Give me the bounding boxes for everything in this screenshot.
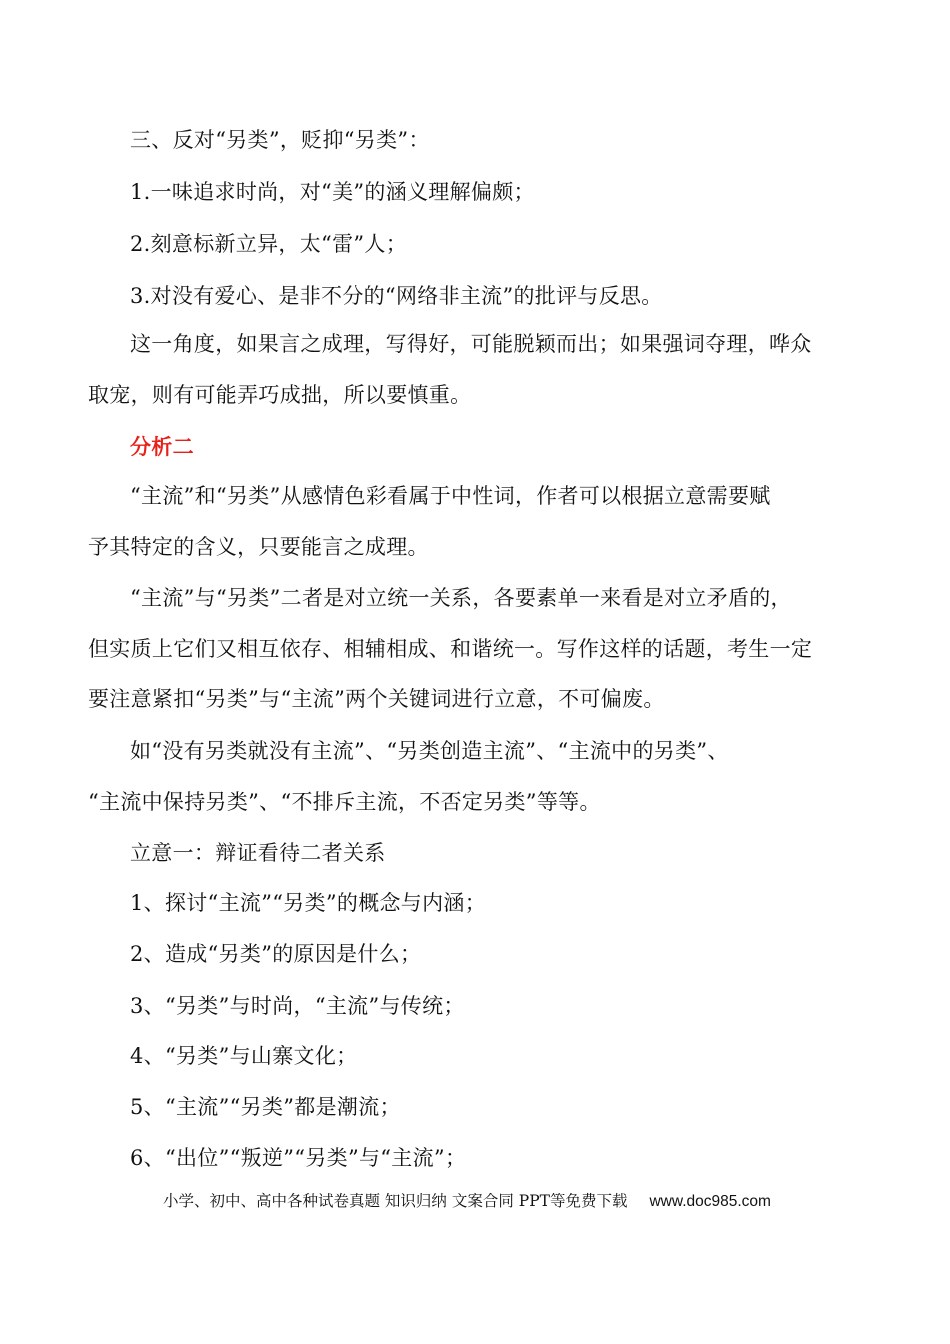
idea-one-title: 立意一：辩证看待二者关系 [130,841,386,865]
footer-text: 小学、初中、高中各种试卷真题 知识归纳 文案合同 PPT等免费下载 [163,1192,628,1210]
page-footer [163,1190,771,1213]
list-item: 6、“出位”“叛逆”“另类”与“主流”； [130,1146,467,1170]
paragraph-line: “主流”与“另类”二者是对立统一关系，各要素单一来看是对立矛盾的， [130,586,792,610]
section-three-title: 三、反对“另类”，贬抑“另类”： [130,128,430,152]
paragraph-line: 取宠，则有可能弄巧成拙，所以要慎重。 [88,383,472,407]
paragraph-line: 如“没有另类就没有主流”、“另类创造主流”、“主流中的另类”、 [130,739,729,763]
footer-site-link[interactable]: www.doc985.com [649,1193,771,1210]
list-item: 1.一味追求时尚，对“美”的涵义理解偏颇； [130,180,535,204]
list-item: 3、“另类”与时尚，“主流”与传统； [130,994,465,1018]
list-item: 5、“主流”“另类”都是潮流； [130,1095,401,1119]
paragraph-line: “主流”和“另类”从感情色彩看属于中性词，作者可以根据立意需要赋 [130,484,771,508]
paragraph-line: “主流中保持另类”、“不排斥主流，不否定另类”等等。 [88,790,601,814]
list-item: 2.刻意标新立异，太“雷”人； [130,232,408,256]
list-item: 3.对没有爱心、是非不分的“网络非主流”的批评与反思。 [130,284,663,308]
list-item: 1、探讨“主流”“另类”的概念与内涵； [130,891,487,915]
list-item: 4、“另类”与山寨文化； [130,1044,358,1068]
paragraph-line: 这一角度，如果言之成理，写得好，可能脱颖而出；如果强词夺理，哗众 [130,332,812,356]
paragraph-line: 要注意紧扣“另类”与“主流”两个关键词进行立意，不可偏废。 [88,687,665,711]
list-item: 2、造成“另类”的原因是什么； [130,942,422,966]
analysis-two-heading: 分析二 [130,435,194,459]
paragraph-line: 但实质上它们又相互依存、相辅相成、和谐统一。写作这样的话题，考生一定 [88,637,813,661]
paragraph-line: 予其特定的含义，只要能言之成理。 [88,535,429,559]
